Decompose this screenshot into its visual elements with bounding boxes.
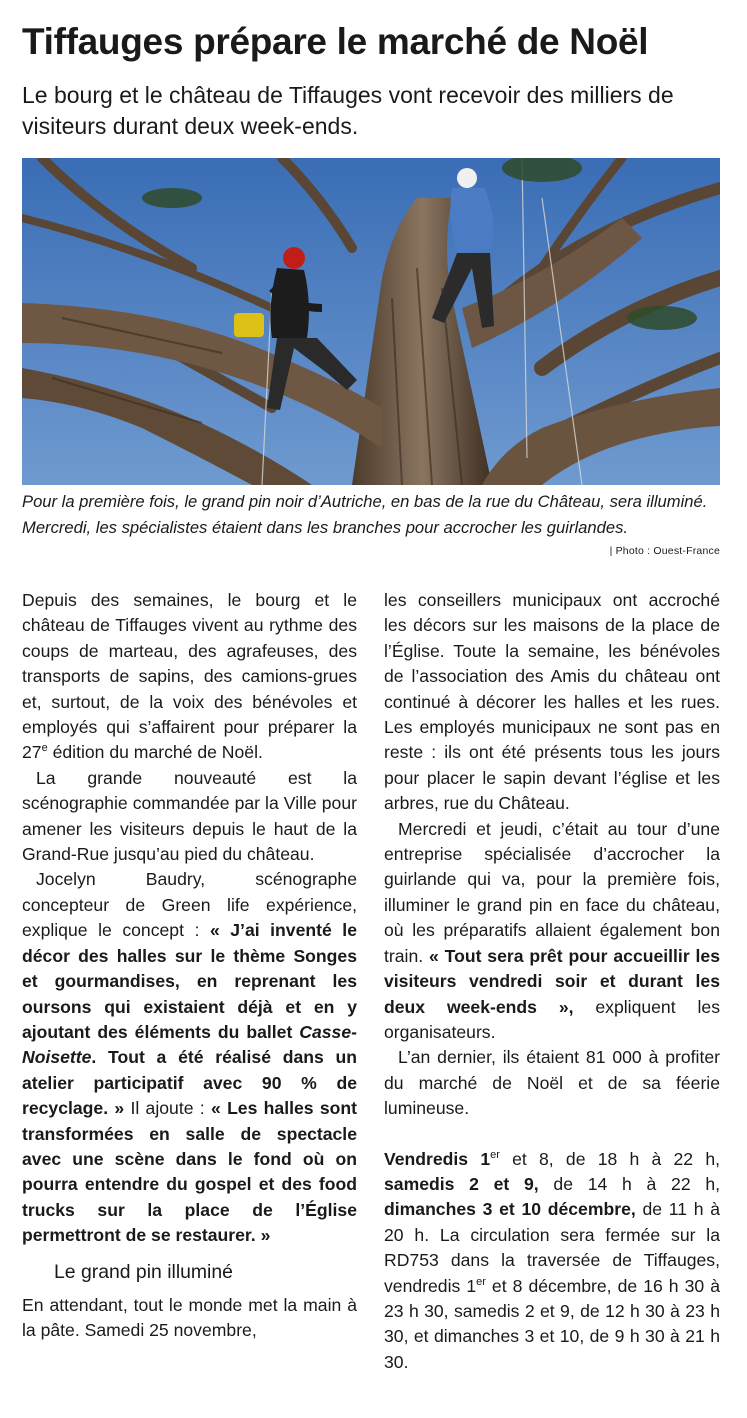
paragraph: les conseillers municipaux ont accroché les décors sur les maisons de la place de l’Église. Toute la semaine, les bénévoles de l’association des Amis du château ont continué à décorer les halles et les rues. Les employés municipaux ne sont pas en reste : ils ont été présents tous les jours pour placer le sapin devant l’église et les arbres, rue du Château. bbox=[384, 590, 720, 814]
article-column-left bbox=[22, 588, 357, 1343]
photo-credit: | Photo : Ouest-France bbox=[609, 545, 720, 557]
paragraph: Mercredi et jeudi, c’était au tour d’une entreprise spécialisée d’accrocher la guirlande qui va, pour la première fois, illuminer le grand pin en face du château, où les préparatifs allaient également bon train. « Tout sera prêt pour accueillir les visiteurs vendredi soir et durant les deux week-ends », expliquent les organisateurs. bbox=[384, 818, 720, 1042]
headline: Tiffauges prépare le marché de Noël bbox=[22, 21, 649, 62]
intertitle: Le grand pin illuminé bbox=[54, 1260, 233, 1283]
paragraph: Jocelyn Baudry, scénographe concepteur de Green life expérience, explique le concept : « J’ai inventé le décor des halles sur le thème Songes et gourmandises, en reprenant les oursons qui existaient déjà et en y ajoutant des éléments du ballet Casse-Noisette. Tout a été réalisé dans un atelier participatif avec 90 % de recyclage. » Il ajoute : « Les halles sont transformées en salle de spectacle avec une scène dans le fond où on pourra entendre du gospel et des food trucks sur la place de l’Église permettront de se restaurer. » bbox=[22, 869, 357, 1246]
article-column-right bbox=[384, 588, 720, 1375]
paragraph: En attendant, tout le monde met la main à la pâte. Samedi 25 novembre, bbox=[22, 1294, 357, 1340]
paragraph: Depuis des semaines, le bourg et le château de Tiffauges vivent au rythme des coups de marteau, des agrafeuses, des transports de sapins, des camions-grues et, surtout, de la voix des bénévoles et employés qui s’affairent pour préparer la 27e édition du marché de Noël. bbox=[22, 590, 357, 763]
article-photo bbox=[22, 158, 720, 485]
paragraph: La grande nouveauté est la scénographie commandée par la Ville pour amener les visiteurs depuis le haut de la Grand-Rue jusqu’au pied du château. bbox=[22, 767, 357, 865]
subheadline: Le bourg et le château de Tiffauges vont recevoir des milliers de visiteurs durant deux week-ends. bbox=[22, 82, 674, 139]
practical-info: Vendredis 1er et 8, de 18 h à 22 h, samedis 2 et 9, de 14 h à 22 h, dimanches 3 et 10 décembre, de 11 h à 20 h. La circulation sera fermée sur la RD753 dans la traversée de Tiffauges, vendredis 1er et 8 décembre, de 16 h 30 à 23 h 30, samedis 2 et 9, de 12 h 30 à 23 h 30, et dimanches 3 et 10, de 9 h 30 à 21 h 30. bbox=[384, 1148, 721, 1372]
paragraph: L’an dernier, ils étaient 81 000 à profiter du marché de Noël et de sa féerie lumineuse. bbox=[384, 1047, 720, 1119]
photo-caption: Pour la première fois, le grand pin noir d’Autriche, en bas de la rue du Château, sera illuminé. Mercredi, les spécialistes étaient dans les branches pour accrocher les guirlandes. bbox=[22, 492, 708, 537]
